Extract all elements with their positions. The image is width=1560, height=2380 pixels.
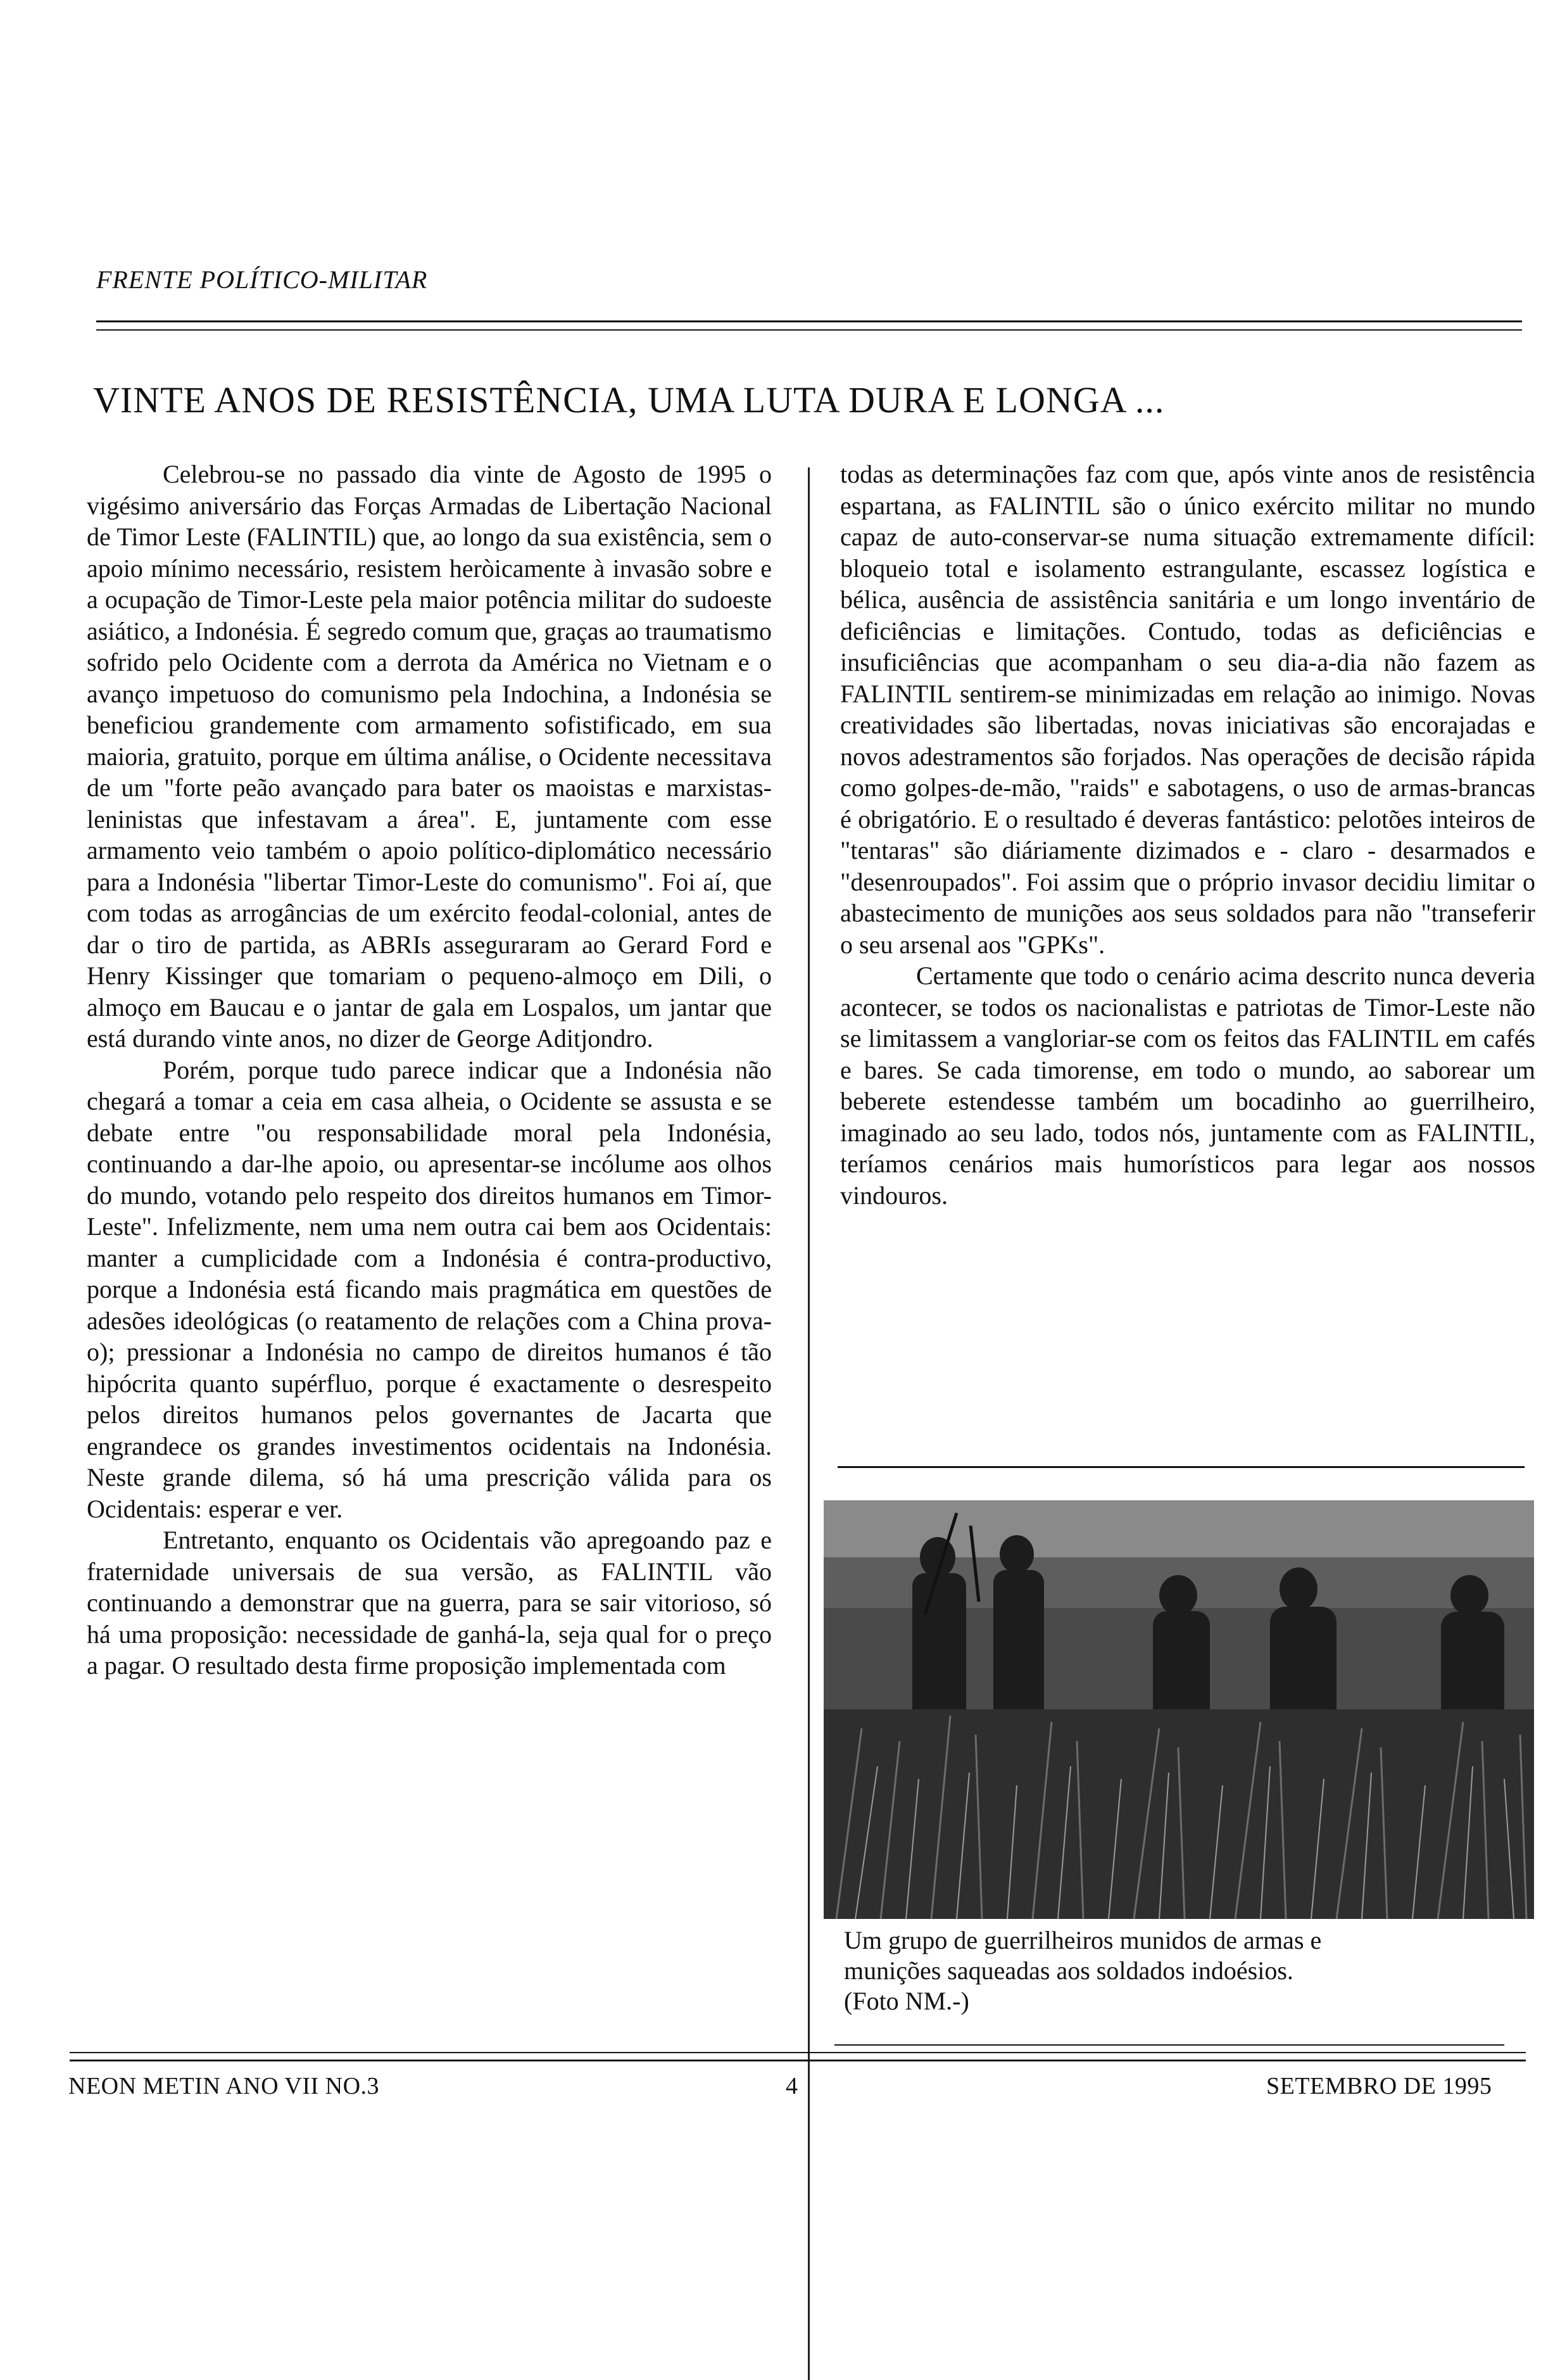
paragraph: Certamente que todo o cenário acima descrito nunca deveria acontecer, se todos os nacionalistas e patriotas de Timor-Leste não se limitassem a vangloriar-se com os feitos das FALINTIL em cafés e bares. Se cada timorense, em todo o mundo, ao saborear um beberete estendesse também um bocadinho ao guerrilheiro, imaginado ao seu lado, todos nós, juntamente com as FALINTIL, teríamos cenários mais humorísticos para legar aos nossos vindouros. [840,961,1535,1210]
paragraph: todas as determinações faz com que, após vinte anos de resistência espartana, as FALINTIL são o único exército militar no mundo capaz de auto-conservar-se numa situação extremamente difícil: bloqueio total e isolamento estrangulante, escassez logística e bélica, ausência de assistência sanitária e um longo inventário de deficiências e limitações. Contudo, todas as deficiências e insuficiências que acompanham o seu dia-a-dia não fazem as FALINTIL sentirem-se minimizadas em relação ao inimigo. Novas creatividades são libertadas, novas iniciativas são encorajadas e novos adestramentos são forjados. Nas operações de decisão rápida como golpes-de-mão, "raids" e sabotagens, o uso de armas-brancas é obrigatório. E o resultado é deveras fantástico: pelotões inteiros de "tentaras" são diáriamente dizimados e - claro - desarmados e "desenroupados". Foi assim que o próprio invasor decidiu limitar o abastecimento de munições aos seus soldados para não "transeferir o seu arsenal aos "GPKs". [840,460,1535,959]
footer-page-number: 4 [786,2073,798,2099]
article-column-left [87,459,772,1681]
footer-date: SETEMBRO DE 1995 [1266,2073,1492,2099]
article-title: VINTE ANOS DE RESISTÊNCIA, UMA LUTA DURA E LONGA ... [93,379,1165,421]
guerrilla-photo [824,1500,1534,1919]
column-divider [808,467,810,2380]
photo-caption [844,1925,1515,2016]
caption-bottom-rule [834,2044,1504,2046]
article-column-right [840,459,1535,1211]
caption-line: munições saqueadas aos soldados indoésios. [844,1956,1293,1985]
caption-line: (Foto NM.-) [844,1987,969,2015]
photo-top-rule [838,1466,1525,1468]
caption-line: Um grupo de guerrilheiros munidos de armas e [844,1926,1322,1954]
paragraph: Celebrou-se no passado dia vinte de Agosto de 1995 o vigésimo aniversário das Forças Armadas de Libertação Nacional de Timor Leste (FALINTIL) que, ao longo da sua existência, sem o apoio mínimo necessário, resistem heròicamente à invasão sobre e a ocupação de Timor-Leste pela maior potência militar do sudoeste asiático, a Indonésia. É segredo comum que, graças ao traumatismo sofrido pelo Ocidente com a derrota da América no Vietnam e o avanço impetuoso do comunismo pela Indochina, a Indonésia se beneficiou grandemente com armamento sofistificado, em sua maioria, gratuito, porque em última análise, o Ocidente necessitava de um "forte peão avançado para bater os maoistas e marxistas-leninistas que infestavam a área". E, juntamente com esse armamento veio também o apoio político-diplomático necessário para a Indonésia "libertar Timor-Leste do comunismo". Foi aí, que com todas as arrogâncias de um exército feodal-colonial, antes de dar o tiro de partida, as ABRIs asseguraram ao Gerard Ford e Henry Kissinger que tomariam o pequeno-almoço em Dili, o almoço em Baucau e o jantar de gala em Lospalos, um jantar que está durando vinte anos, no dizer de George Aditjondro. [87,460,772,1053]
footer-publication: NEON METIN ANO VII NO.3 [68,2073,380,2099]
paragraph: Porém, porque tudo parece indicar que a Indonésia não chegará a tomar a ceia em casa alheia, o Ocidente se assusta e se debate entre "ou responsabilidade moral pela Indonésia, continuando a dar-lhe apoio, ou apresentar-se incólume aos olhos do mundo, votando pelo respeito dos direitos humanos em Timor-Leste". Infelizmente, nem uma nem outra cai bem aos Ocidentais: manter a cumplicidade com a Indonésia é contra-productivo, porque a Indonésia está ficando mais pragmática em questões de adesões ideológicas (o reatamento de relações com a China prova-o); pressionar a Indonésia no campo de direitos humanos é tão hipócrita quanto supérfluo, porque é exactamente o desrespeito pelos direitos humanos pelos governantes de Jacarta que engrandece os grandes investimentos ocidentais na Indonésia. Neste grande dilema, só há uma prescrição válida para os Ocidentais: esperar e ver. [87,1055,772,1523]
section-label: FRENTE POLÍTICO-MILITAR [96,265,428,294]
paragraph: Entretanto, enquanto os Ocidentais vão apregoando paz e fraternidade universais de sua versão, as FALINTIL vão continuando a demonstrar que na guerra, para se sair vitorioso, só há uma proposição: necessidade de ganhá-la, seja qual for o preço a pagar. O resultado desta firme proposição implementada com [87,1526,772,1680]
